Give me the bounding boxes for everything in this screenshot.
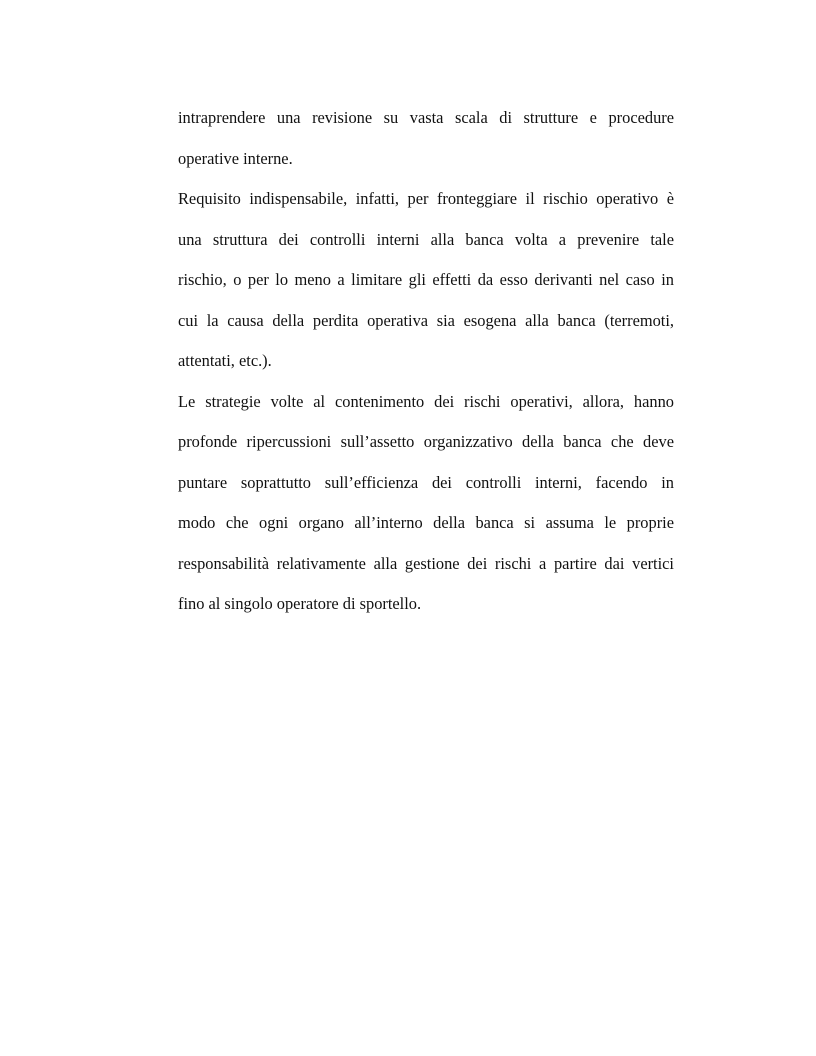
paragraph-1 bbox=[178, 103, 674, 184]
paragraph-3 bbox=[178, 387, 674, 630]
text-line: cui la causa della perdita operativa sia esogena alla banca (terremoti, bbox=[178, 310, 674, 330]
text-line: fino al singolo operatore di sportello. bbox=[178, 594, 422, 613]
text-line: attentati, etc.). bbox=[178, 351, 272, 370]
document-page bbox=[178, 103, 674, 630]
text-line: profonde ripercussioni sull’assetto organizzativo della banca che deve bbox=[178, 432, 674, 451]
text-line: responsabilità relativamente alla gestione dei rischi a partire dai vertici bbox=[178, 553, 674, 573]
paragraph-2 bbox=[178, 184, 674, 387]
text-line: puntare soprattutto sull’efficienza dei controlli interni, facendo in bbox=[178, 472, 674, 492]
text-line: modo che ogni organo all’interno della banca si assuma le proprie bbox=[178, 513, 674, 532]
text-line: Le strategie volte al contenimento dei rischi operativi, allora, hanno bbox=[178, 391, 674, 411]
text-line: operative interne. bbox=[178, 148, 293, 168]
text-line: Requisito indispensabile, infatti, per fronteggiare il rischio operativo è bbox=[178, 189, 674, 208]
text-line: una struttura dei controlli interni alla banca volta a prevenire tale bbox=[178, 229, 674, 249]
text-line: intraprendere una revisione su vasta scala di strutture e procedure bbox=[178, 108, 674, 127]
text-line: rischio, o per lo meno a limitare gli effetti da esso derivanti nel caso in bbox=[178, 270, 674, 289]
